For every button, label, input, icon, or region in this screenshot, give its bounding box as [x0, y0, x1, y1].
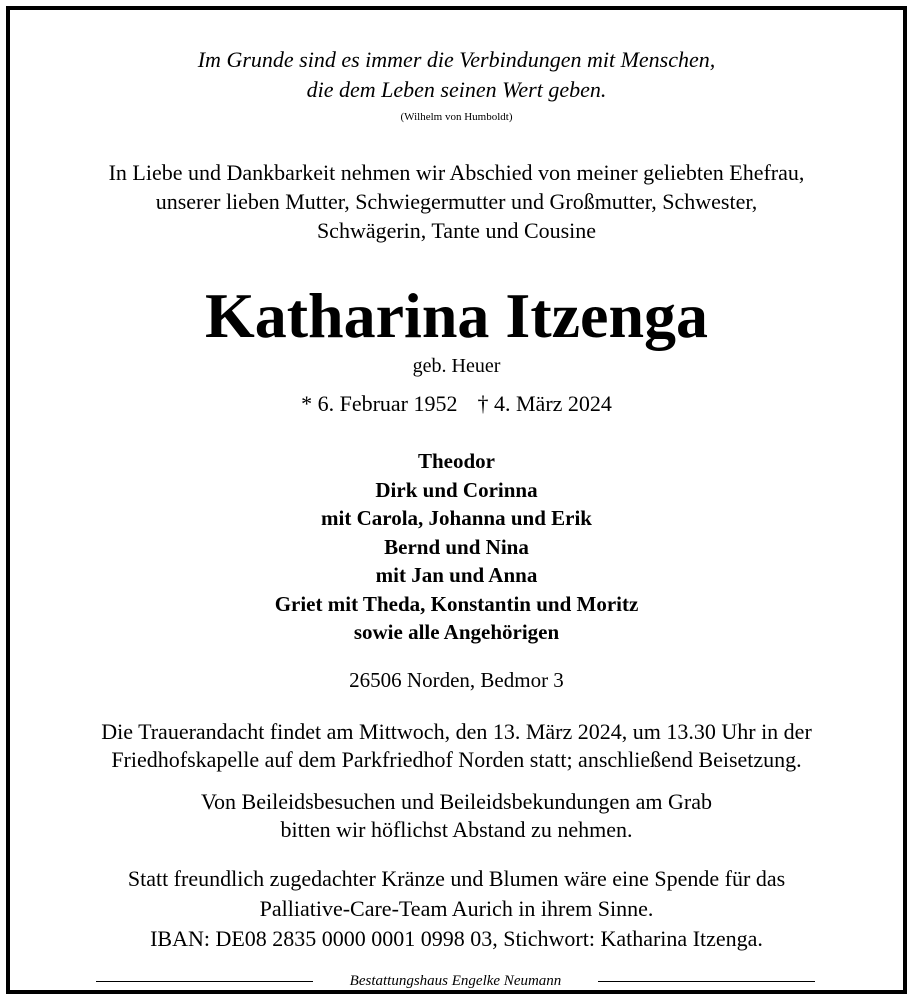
funeral-home-name: Bestattungshaus Engelke Neumann [349, 973, 562, 989]
footer [0, 967, 913, 995]
mourner-line: Griet mit Theda, Konstantin und Moritz [274, 591, 639, 616]
mourner-line: Bernd und Nina [384, 534, 529, 559]
address: 26506 Norden, Bedmor 3 [349, 668, 564, 692]
condolence-line: bitten wir höflichst Abstand zu nehmen. [280, 817, 633, 842]
mourner-line: Theodor [417, 449, 495, 473]
mourner-line: mit Jan und Anna [375, 563, 538, 587]
quote-line: die dem Leben seinen Wert geben. [306, 77, 607, 102]
donation-iban-line: IBAN: DE08 2835 0000 0001 0998 03, Stichwort: Katharina Itzenga. [150, 926, 763, 951]
death-date: † 4. März 2024 [477, 391, 612, 416]
footer-rule-right [598, 981, 815, 982]
quote-line: Im Grunde sind es immer die Verbindungen mit Menschen, [197, 47, 716, 72]
quote [0, 45, 913, 105]
mourner-line: Dirk und Corinna [375, 477, 538, 502]
donation-note [0, 864, 913, 954]
quote-author: (Wilhelm von Humboldt) [400, 111, 513, 123]
intro-text [0, 158, 913, 245]
service-line: Friedhofskapelle auf dem Parkfriedhof Norden statt; anschließend Beisetzung. [111, 747, 802, 772]
life-dates [0, 390, 913, 418]
footer-rule-left [96, 981, 313, 982]
mourner-line: mit Carola, Johanna und Erik [321, 506, 592, 530]
birth-name: geb. Heuer [412, 355, 501, 377]
mourners-list [0, 447, 913, 647]
service-info [0, 718, 913, 774]
donation-line: Statt freundlich zugedachter Kränze und Blumen wäre eine Spende für das [127, 866, 786, 891]
birth-date: * 6. Februar 1952 [301, 391, 458, 416]
intro-line: Schwägerin, Tante und Cousine [316, 218, 597, 243]
mourner-line: sowie alle Angehörigen [353, 620, 560, 644]
deceased-name: Katharina Itzenga [204, 280, 709, 351]
donation-line: Palliative-Care-Team Aurich in ihrem Sinne. [259, 896, 654, 921]
condolence-line: Von Beileidsbesuchen und Beileidsbekundungen am Grab [201, 789, 712, 814]
service-line: Die Trauerandacht findet am Mittwoch, den 13. März 2024, um 13.30 Uhr in der [101, 719, 812, 744]
intro-line: In Liebe und Dankbarkeit nehmen wir Abschied von meiner geliebten Ehefrau, [108, 160, 805, 185]
intro-line: unserer lieben Mutter, Schwiegermutter und Großmutter, Schwester, [155, 189, 758, 214]
condolence-note [0, 788, 913, 844]
